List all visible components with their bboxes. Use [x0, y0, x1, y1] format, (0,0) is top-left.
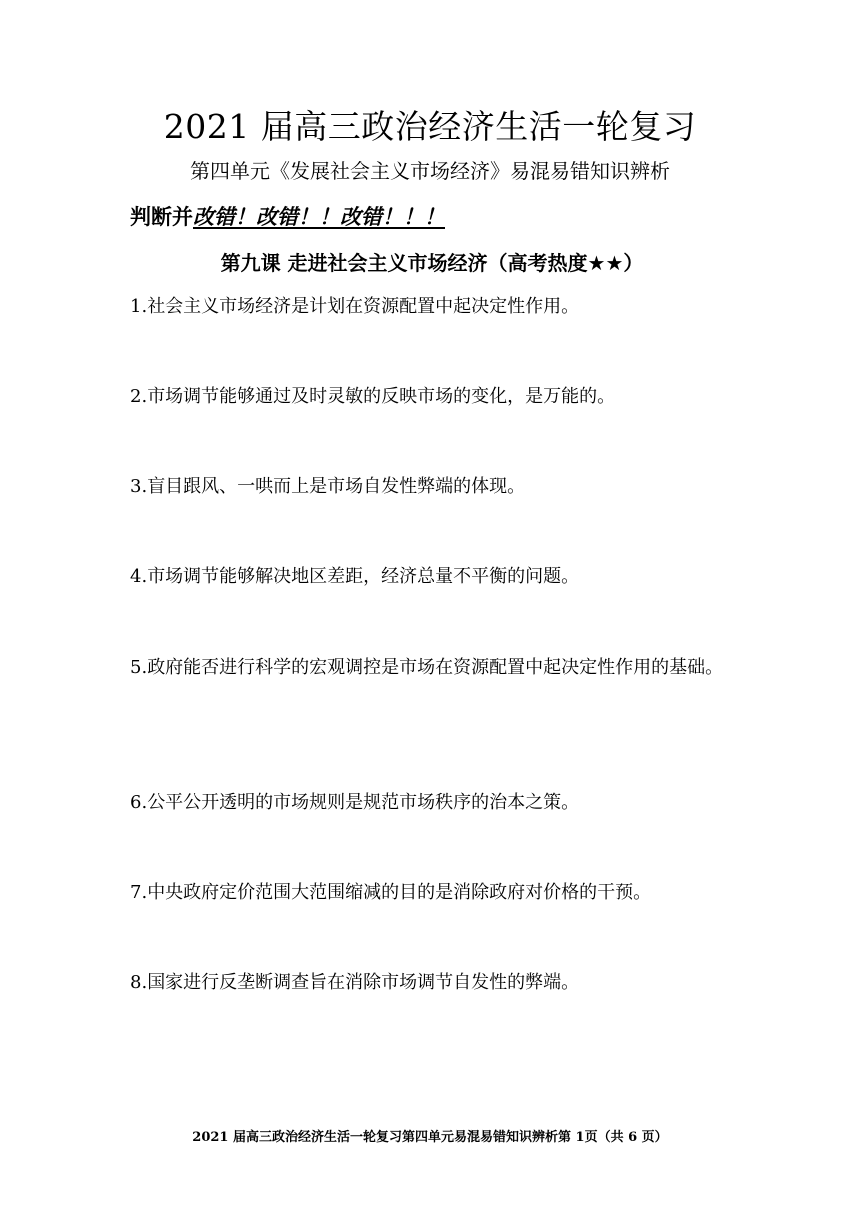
- item-number: 7.: [130, 882, 148, 903]
- list-item: [130, 873, 740, 913]
- item-number: 3.: [130, 476, 148, 497]
- instruction-prefix: 判断并: [130, 205, 193, 229]
- item-text: 政府能否进行科学的宏观调控是市场在资源配置中起决定性作用的基础。: [147, 657, 724, 678]
- list-item: [130, 648, 740, 688]
- item-number: 4.: [130, 566, 148, 587]
- list-item: [130, 377, 740, 417]
- list-item: [130, 467, 740, 507]
- item-number: 6.: [130, 792, 148, 813]
- lesson-title: 第九课 走进社会主义市场经济（高考热度★★）: [220, 251, 644, 275]
- list-item: [130, 557, 740, 597]
- page-footer: 2021 届高三政治经济生活一轮复习第四单元易混易错知识辨析第 1页（共 6 页）: [192, 1130, 668, 1145]
- instruction-line: [130, 200, 445, 234]
- list-item: [130, 783, 740, 823]
- item-number: 1.: [130, 296, 148, 317]
- item-text: 盲目跟风、一哄而上是市场自发性弊端的体现。: [147, 476, 526, 497]
- item-number: 2.: [130, 386, 148, 407]
- list-item: [130, 287, 740, 327]
- item-text: 市场调节能够解决地区差距，经济总量不平衡的问题。: [147, 566, 580, 587]
- item-text: 市场调节能够通过及时灵敏的反映市场的变化，是万能的。: [147, 386, 616, 407]
- item-number: 5.: [130, 657, 148, 678]
- list-item: [130, 963, 740, 1003]
- item-text: 社会主义市场经济是计划在资源配置中起决定性作用。: [147, 296, 580, 317]
- document-subtitle: 第四单元《发展社会主义市场经济》易混易错知识辨析: [190, 159, 670, 183]
- item-text: 中央政府定价范围大范围缩减的目的是消除政府对价格的干预。: [147, 882, 652, 903]
- instruction-emphasis: 改错！改错！！改错！！！: [193, 205, 445, 229]
- item-text: 公平公开透明的市场规则是规范市场秩序的治本之策。: [147, 792, 580, 813]
- item-text: 国家进行反垄断调查旨在消除市场调节自发性的弊端。: [147, 972, 580, 993]
- document-title: 2021 届高三政治经济生活一轮复习: [163, 107, 697, 146]
- item-number: 8.: [130, 972, 148, 993]
